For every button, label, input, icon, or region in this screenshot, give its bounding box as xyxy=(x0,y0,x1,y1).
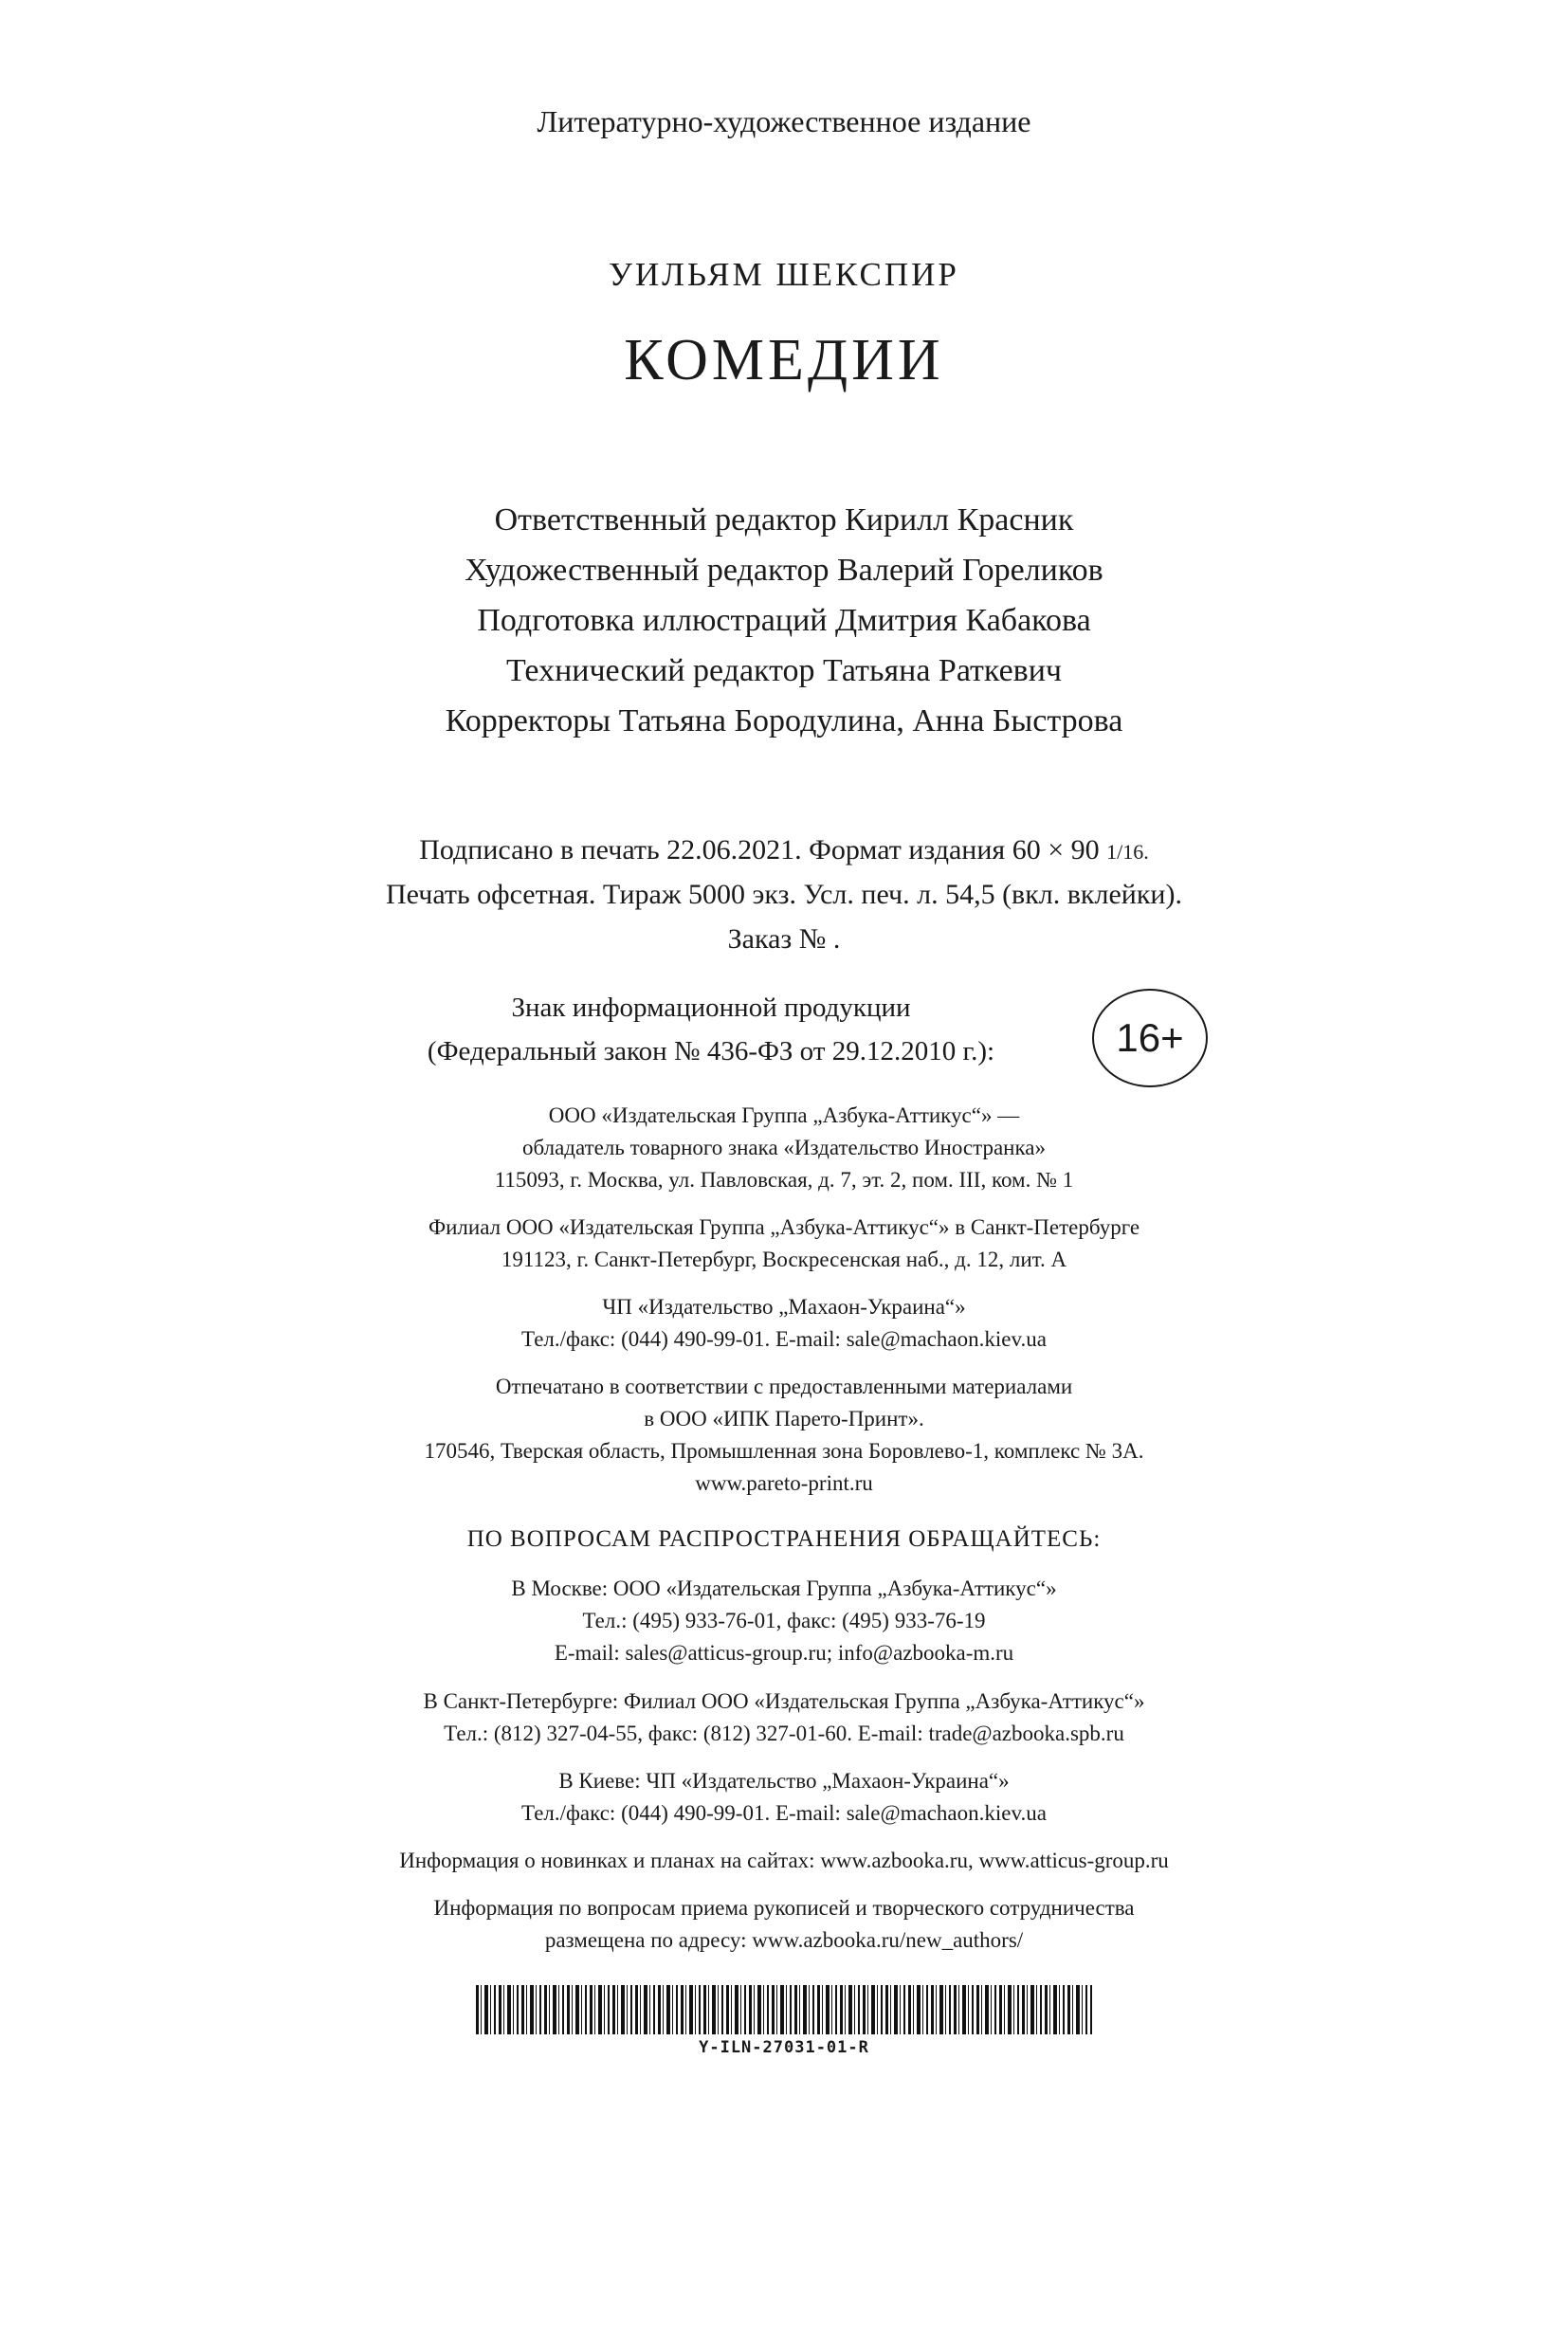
format-fraction: 1/16. xyxy=(1106,840,1149,864)
moscow-line: Тел.: (495) 933-76-01, факс: (495) 933-76-19 xyxy=(582,1609,986,1632)
credit-line: Подготовка иллюстраций Дмитрия Кабакова xyxy=(477,603,1091,638)
publisher-line: обладатель товарного знака «Издательство Иностранка» xyxy=(521,1136,1047,1159)
barcode-label: Y-ILN-27031-01-R xyxy=(699,2038,869,2057)
printer-line: www.pareto-print.ru xyxy=(695,1471,873,1495)
print-info-line: Заказ № . xyxy=(727,923,841,955)
author-name: УИЛЬЯМ ШЕКСПИР xyxy=(609,256,959,293)
publisher-line: 115093, г. Москва, ул. Павловская, д. 7, эт. 2, пом. III, ком. № 1 xyxy=(494,1168,1074,1192)
print-format-text: Подписано в печать 22.06.2021. Формат издания 60 × 90 xyxy=(419,834,1100,866)
ukraine-line: Тел./факс: (044) 490-99-01. E-mail: sale@machaon.kiev.ua xyxy=(521,1327,1047,1351)
publisher-line: ООО «Издательская Группа „Азбука-Аттикус“» — xyxy=(548,1103,1020,1127)
print-info-line: Печать офсетная. Тираж 5000 экз. Усл. печ. л. 54,5 (вкл. вклейки). xyxy=(386,879,1182,910)
kiev-line: Тел./факс: (044) 490-99-01. E-mail: sale@machaon.kiev.ua xyxy=(521,1801,1047,1825)
moscow-line: E-mail: sales@atticus-group.ru; info@azbooka-m.ru xyxy=(554,1641,1014,1665)
print-info-line xyxy=(0,834,1568,866)
spb-line: Тел.: (812) 327-04-55, факс: (812) 327-01-60. E-mail: trade@azbooka.spb.ru xyxy=(444,1722,1124,1745)
printer-line: в ООО «ИПК Парето-Принт». xyxy=(644,1407,924,1431)
credit-line: Корректоры Татьяна Бородулина, Анна Быстрова xyxy=(445,703,1123,738)
branch-line: 191123, г. Санкт-Петербург, Воскресенская наб., д. 12, лит. А xyxy=(501,1248,1067,1271)
printer-line: 170546, Тверская область, Промышленная зона Боровлево-1, комплекс № 3А. xyxy=(424,1439,1144,1463)
edition-type: Литературно-художественное издание xyxy=(537,104,1031,138)
distribution-heading: ПО ВОПРОСАМ РАСПРОСТРАНЕНИЯ ОБРАЩАЙТЕСЬ: xyxy=(466,1526,1102,1552)
book-title: КОМЕДИИ xyxy=(624,328,944,392)
age-rating-label-line: (Федеральный закон № 436-ФЗ от 29.12.2010 г.): xyxy=(427,1036,995,1066)
branch-line: Филиал ООО «Издательская Группа „Азбука-Аттикус“» в Санкт-Петербурге xyxy=(428,1215,1140,1239)
manuscripts-line: Информация по вопросам приема рукописей и творческого сотрудничества xyxy=(433,1896,1135,1920)
age-rating-label-line: Знак информационной продукции xyxy=(511,993,911,1023)
spb-line: В Санкт-Петербурге: Филиал ООО «Издательская Группа „Азбука-Аттикус“» xyxy=(423,1689,1145,1713)
age-rating-label xyxy=(360,986,1062,1073)
printer-line: Отпечатано в соответствии с предоставленными материалами xyxy=(495,1375,1073,1398)
age-rating-badge: 16+ xyxy=(1092,989,1208,1087)
credit-line: Ответственный редактор Кирилл Красник xyxy=(494,502,1074,538)
credit-line: Художественный редактор Валерий Гореликов xyxy=(465,553,1103,588)
kiev-line: В Киеве: ЧП «Издательство „Махаон-Украина“» xyxy=(558,1769,1010,1793)
new-books-info: Информация о новинках и планах на сайтах: www.azbooka.ru, www.atticus-group.ru xyxy=(399,1849,1169,1872)
ukraine-line: ЧП «Издательство „Махаон-Украина“» xyxy=(602,1295,966,1319)
barcode xyxy=(476,1985,1092,2034)
moscow-line: В Москве: ООО «Издательская Группа „Азбука-Аттикус“» xyxy=(511,1576,1057,1600)
manuscripts-line: размещена по адресу: www.azbooka.ru/new_authors/ xyxy=(544,1928,1024,1952)
credit-line: Технический редактор Татьяна Раткевич xyxy=(505,653,1063,688)
